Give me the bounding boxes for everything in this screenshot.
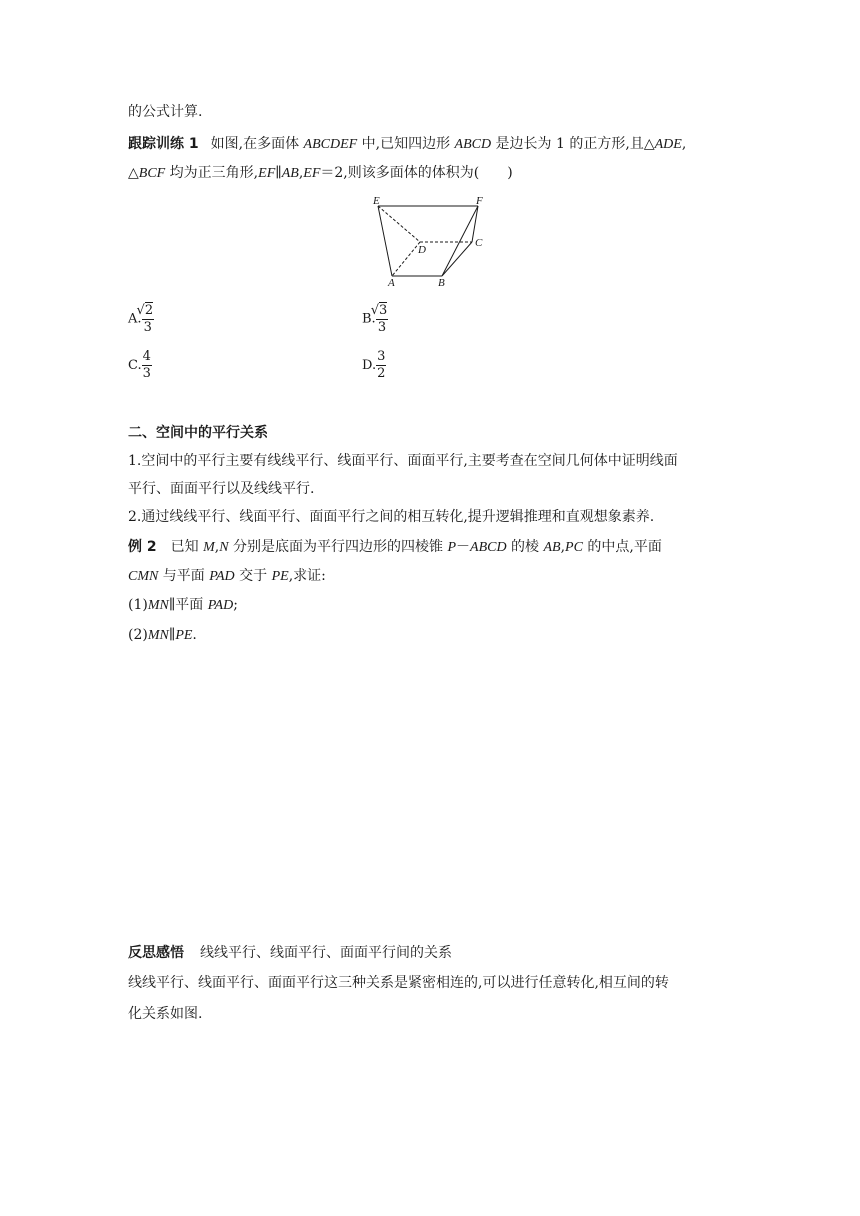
text: 是边长为 1 的正方形,且△ xyxy=(491,136,655,152)
paragraph-line: 1.空间中的平行主要有线线平行、线面平行、面面平行,主要考查在空间几何体中证明线面 xyxy=(128,453,678,469)
section-heading: 二、空间中的平行关系 xyxy=(128,425,268,441)
text: － xyxy=(456,539,471,555)
paragraph-line: 线线平行、线面平行、面面平行这三种关系是紧密相连的,可以进行任意转化,相互间的转 xyxy=(128,975,669,991)
radicand: √ 3 xyxy=(379,302,388,319)
denominator: 3 xyxy=(377,320,387,335)
text: 交于 xyxy=(234,568,272,584)
numerator: 3 xyxy=(377,349,386,364)
option-letter: D. xyxy=(362,358,377,373)
example-2-question-2 xyxy=(128,625,197,646)
math: PE xyxy=(175,628,193,643)
polyhedron-figure xyxy=(368,192,494,288)
exercise-1-line-2 xyxy=(128,163,513,184)
text: ＝2,则该多面体的体积为( ) xyxy=(320,165,513,181)
label-B: B xyxy=(438,277,445,288)
example-2-line-2 xyxy=(128,566,326,587)
option-d xyxy=(362,349,386,382)
text: 的中点,平面 xyxy=(582,539,662,555)
reflection-heading xyxy=(128,943,452,963)
paragraph-line: 2.通过线线平行、线面平行、面面平行之间的相互转化,提升逻辑推理和直观想象素养. xyxy=(128,509,655,525)
text: ; xyxy=(233,597,238,613)
text: △ xyxy=(128,165,139,181)
exercise-label: 跟踪训练 1 xyxy=(128,136,199,152)
option-b xyxy=(362,302,388,336)
math: ABCDEF xyxy=(303,137,358,152)
math: PC xyxy=(565,540,583,555)
reflection-label: 反思感悟 xyxy=(128,945,184,961)
math: P xyxy=(447,540,457,555)
example-2-question-1 xyxy=(128,595,238,616)
text: ∥ xyxy=(275,165,282,181)
option-c xyxy=(128,349,152,382)
text: 中,已知四边形 xyxy=(357,136,455,152)
fraction xyxy=(376,349,386,382)
label-A: A xyxy=(388,277,395,288)
math: MN xyxy=(147,598,169,613)
math: AB xyxy=(281,166,299,181)
text: ∥平面 xyxy=(168,597,208,613)
denominator: 2 xyxy=(377,366,386,381)
text: 分别是底面为平行四边形的四棱锥 xyxy=(228,539,448,555)
text: , xyxy=(681,136,687,152)
example-label: 例 2 xyxy=(128,539,157,555)
text: 与平面 xyxy=(158,568,210,584)
text: (2) xyxy=(128,627,148,643)
option-letter: A. xyxy=(128,311,142,327)
math: AB xyxy=(543,540,561,555)
math: PE xyxy=(271,569,289,584)
math: N xyxy=(219,540,229,555)
text: ,求证: xyxy=(288,568,326,584)
math: BCF xyxy=(138,166,166,181)
option-letter: C. xyxy=(128,358,142,373)
text: 已知 xyxy=(170,539,204,555)
math: PAD xyxy=(207,598,234,613)
label-C: C xyxy=(475,237,483,249)
exercise-1-line-1 xyxy=(128,134,686,155)
fraction xyxy=(142,302,155,336)
option-letter: B. xyxy=(362,311,376,327)
math: ABCD xyxy=(454,137,492,152)
reflection-title: 线线平行、线面平行、面面平行间的关系 xyxy=(200,945,452,961)
edge-DA xyxy=(392,242,420,276)
math: MN xyxy=(147,628,169,643)
text: ∥ xyxy=(168,627,176,643)
text: , xyxy=(214,539,220,555)
text: 的棱 xyxy=(506,539,544,555)
paragraph-line: 化关系如图. xyxy=(128,1006,203,1022)
math: ABCD xyxy=(470,540,507,555)
text: , xyxy=(560,539,566,555)
text: 均为正三角形, xyxy=(165,165,259,181)
numerator: 4 xyxy=(142,349,151,364)
math: M xyxy=(203,540,215,555)
math: EF xyxy=(258,166,276,181)
label-F: F xyxy=(476,195,483,207)
text: 如图,在多面体 xyxy=(210,136,304,152)
text: . xyxy=(192,627,197,643)
denominator: 3 xyxy=(143,320,152,335)
text: , xyxy=(298,165,304,181)
denominator: 3 xyxy=(142,366,151,381)
fraction xyxy=(142,349,152,382)
math: CMN xyxy=(128,569,159,584)
paragraph-line: 平行、面面平行以及线线平行. xyxy=(128,481,315,497)
example-2-line-1 xyxy=(128,537,662,558)
option-a xyxy=(128,302,154,336)
math: PAD xyxy=(209,569,235,584)
label-D: D xyxy=(418,244,426,256)
fraction xyxy=(376,302,389,336)
text-line: 的公式计算. xyxy=(128,104,203,120)
math: EF xyxy=(303,166,321,181)
text: (1) xyxy=(128,597,148,613)
math: ADE xyxy=(654,137,682,152)
radicand: √ 2 xyxy=(145,302,154,319)
label-E: E xyxy=(373,195,380,207)
